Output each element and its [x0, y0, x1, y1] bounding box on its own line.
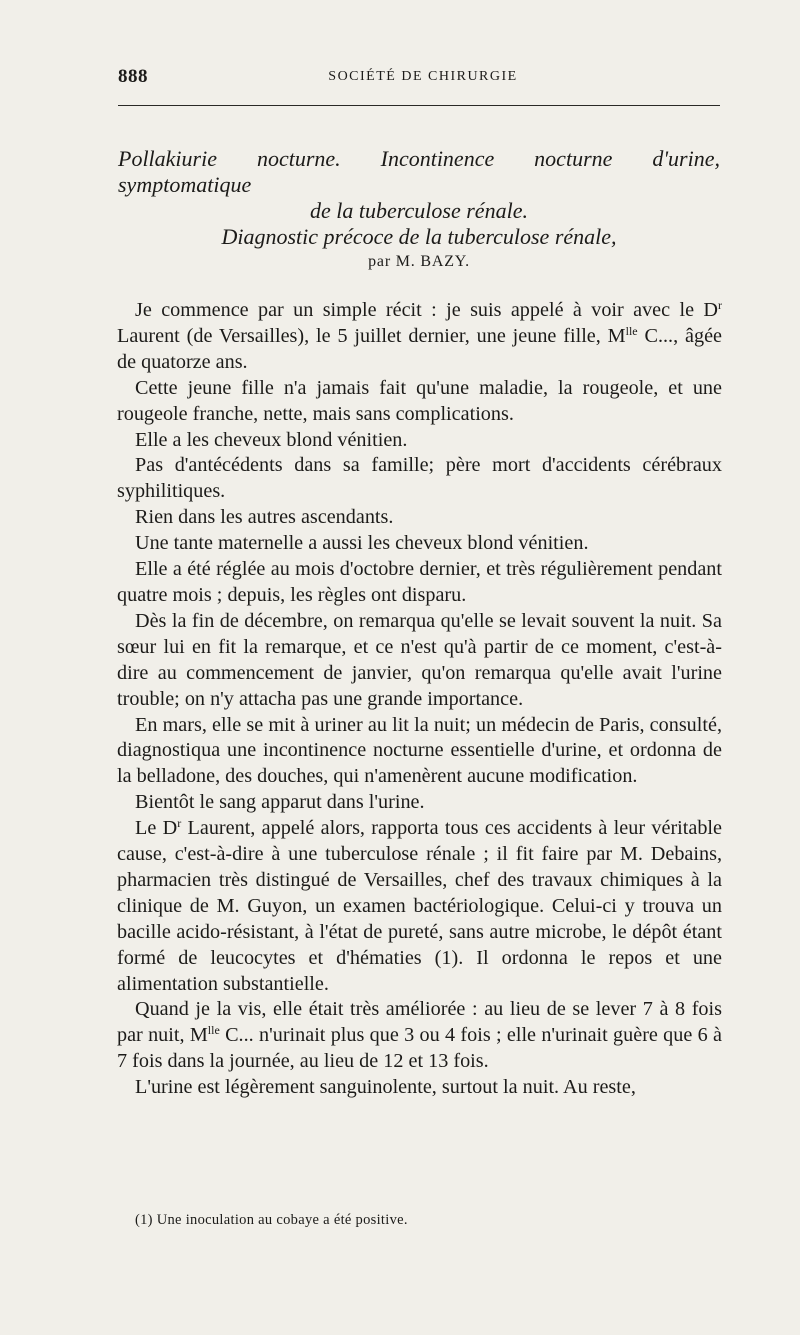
paragraph: Pas d'antécédents dans sa famille; père mort d'accidents cérébraux syphilitiques. — [117, 454, 722, 503]
title-line-3: Diagnostic précoce de la tuberculose rénale, — [221, 224, 617, 249]
author-byline: par M. BAZY. — [368, 253, 470, 270]
paragraph: En mars, elle se mit à uriner au lit la nuit; un médecin de Paris, consulté, diagnostiqua une incontinence nocturne essentielle d'urine, et ordonna de la belladone, des douches, qui n'amenèrent aucune modification. — [117, 713, 722, 788]
article-body — [117, 298, 722, 1101]
header-rule — [118, 105, 720, 106]
title-line-1: Pollakiurie nocturne. Incontinence nocturne d'urine, symptomatique — [118, 146, 720, 197]
paragraph: Elle a été réglée au mois d'octobre dernier, et très régulièrement pendant quatre mois ; depuis, les règles ont disparu. — [117, 558, 722, 606]
paragraph: Quand je la vis, elle était très améliorée : au lieu de se lever 7 à 8 fois par nuit, $M^{lle}$ C... n'urinait plus que 3 ou 4 fois ; elle n'urinait guère que 6 à 7 fois dans la journée, au lieu de 12 et 13 fois. — [117, 998, 722, 1073]
paragraph: L'urine est légèrement sanguinolente, surtout la nuit. Au reste, — [135, 1076, 636, 1099]
title-line-2: de la tuberculose rénale. — [310, 198, 528, 223]
paragraph: Une tante maternelle a aussi les cheveux blond vénitien. — [135, 532, 589, 555]
article-title — [118, 146, 720, 250]
paragraph: Je commence par un simple récit : je suis appelé à voir avec le $D^r$ Laurent (de Versailles), le 5 juillet dernier, une jeune fille, $M^{lle}$ C..., âgée de quatorze ans. — [117, 298, 722, 373]
footnote: (1) Une inoculation au cobaye a été positive. — [135, 1212, 408, 1228]
paragraph: Rien dans les autres ascendants. — [135, 506, 394, 529]
paragraph: Cette jeune fille n'a jamais fait qu'une maladie, la rougeole, et une rougeole franche, nette, mais sans complications. — [117, 376, 722, 425]
paragraph: Bientôt le sang apparut dans l'urine. — [135, 791, 425, 814]
journal-title: SOCIÉTÉ DE CHIRURGIE — [328, 69, 518, 84]
paragraph: Dès la fin de décembre, on remarqua qu'elle se levait souvent la nuit. Sa sœur lui en fit la remarque, et ce n'est qu'à partir de ce moment, c'est-à-dire au commencement de janvier, qu'on remarqua qu'elle avait l'urine trouble; on n'y attacha pas une grande importance. — [117, 609, 722, 710]
paragraph: Le $D^r$ Laurent, appelé alors, rapporta tous ces accidents à leur véritable cause, c'est-à-dire à une tuberculose rénale ; il fit faire par M. Debains, pharmacien très distingué de Versailles, chef des travaux chimiques à la clinique de M. Guyon, un examen bactériologique. Celui-ci y trouva un bacille acido-résistant, à l'état de pureté, sans autre microbe, le dépôt étant formé de leucocytes et d'hématies (1). Il ordonna le repos et une alimentation substantielle. — [117, 816, 723, 995]
page-number: 888 — [118, 66, 148, 87]
running-head — [118, 66, 720, 90]
paragraph: Elle a les cheveux blond vénitien. — [135, 428, 408, 451]
